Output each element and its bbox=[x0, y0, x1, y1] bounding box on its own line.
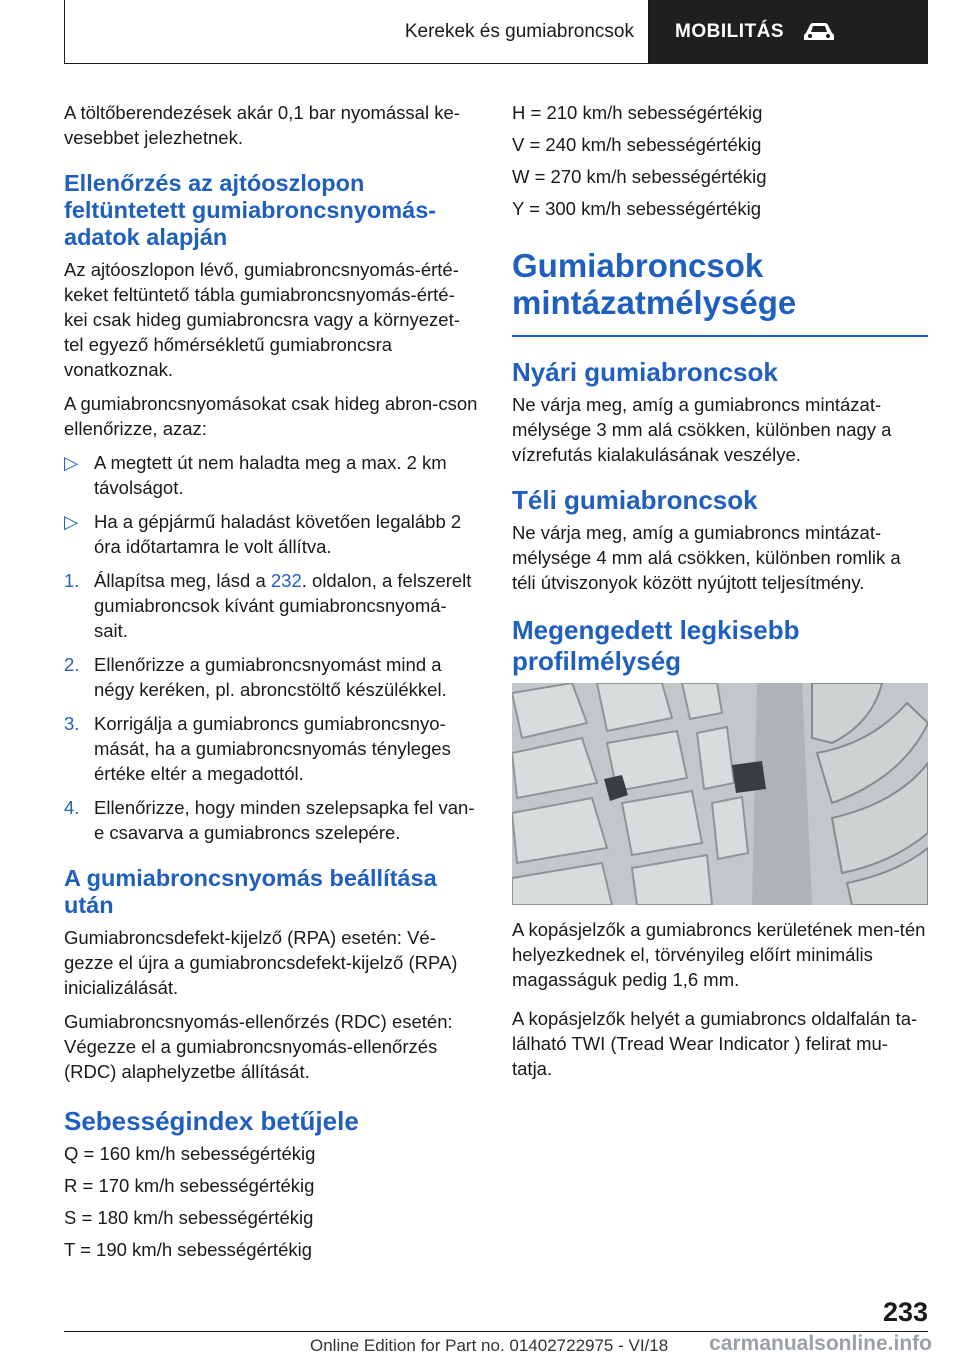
heading-rule bbox=[512, 335, 928, 337]
speed-line: Y = 300 km/h sebességértékig bbox=[512, 198, 762, 219]
section-title: Kerekek és gumiabroncsok bbox=[64, 0, 649, 64]
chapter-tab bbox=[649, 0, 928, 64]
intro-paragraph: A töltőberendezések akár 0,1 bar nyomással ke-vesebbet jelezhetnek. bbox=[64, 102, 460, 148]
step-item: 4. Ellenőrizze, hogy minden szelepsapka fel van-e csavarva a gumiabroncs szelepére. bbox=[64, 797, 475, 843]
rdc-paragraph: Gumiabroncsnyomás-ellenőrzés (RDC) esetén: Végezze el a gumiabroncsnyomás-ellenőrzés (RDC) alaphelyzetbe állítását. bbox=[64, 1011, 453, 1082]
door-heading: Ellenőrzés az ajtóoszlopon feltüntetett gumiabroncsnyomás-adatok alapján bbox=[64, 170, 437, 250]
wear-paragraph-1: A kopásjelzők a gumiabroncs kerületének men-tén helyezkednek el, törvényileg előírt minimális magasságuk pedig 1,6 mm. bbox=[512, 919, 926, 990]
step-item: 1. Állapítsa meg, lásd a 232. oldalon, a felszerelt gumiabroncsok kívánt gumiabroncsnyomá-sait. bbox=[64, 570, 472, 641]
min-depth-heading: Megengedett legkisebb profilmélység bbox=[512, 615, 800, 676]
list-item: ▷ A megtett út nem haladta meg a max. 2 km távolságot. bbox=[64, 452, 447, 498]
speed-line: W = 270 km/h sebességértékig bbox=[512, 166, 767, 187]
chapter-title: MOBILITÁS bbox=[675, 21, 784, 42]
bullet-marker: ▷ bbox=[64, 452, 79, 473]
step-number: 2. bbox=[64, 654, 80, 675]
page-link[interactable]: 232 bbox=[270, 570, 302, 591]
page-number: 233 bbox=[882, 1297, 928, 1327]
tire-tread-image bbox=[512, 683, 928, 905]
winter-paragraph: Ne várja meg, amíg a gumiabroncs mintázat-mélysége 4 mm alá csökken, különben romlik a téli útviszonyok között nyújtott teljesítmény. bbox=[512, 522, 901, 593]
speed-heading: Sebességindex betűjele bbox=[64, 1106, 359, 1136]
list-item: ▷ Ha a gépjármű haladást követően legalább 2 óra időtartamra le volt állítva. bbox=[64, 511, 462, 557]
speed-line: T = 190 km/h sebességértékig bbox=[64, 1239, 313, 1260]
step-number: 4. bbox=[64, 797, 80, 818]
right-column bbox=[512, 100, 928, 1090]
bullet-marker: ▷ bbox=[64, 511, 79, 532]
door-paragraph: Az ajtóoszlopon lévő, gumiabroncsnyomás-érté-keket feltüntető tábla gumiabroncsnyomás-érté-kei csak hideg gumiabroncsra vagy a környezet-tel egyező hőmérsékletű gumiabroncsra vonatkoznak. bbox=[64, 259, 460, 380]
page-header bbox=[64, 0, 928, 64]
step-number: 3. bbox=[64, 713, 80, 734]
car-icon bbox=[802, 21, 836, 43]
step-number: 1. bbox=[64, 570, 80, 591]
summer-heading: Nyári gumiabroncsok bbox=[512, 357, 778, 387]
speed-line: H = 210 km/h sebességértékig bbox=[512, 102, 763, 123]
left-column bbox=[64, 100, 478, 1269]
summer-paragraph: Ne várja meg, amíg a gumiabroncs mintázat-mélysége 3 mm alá csökken, különben nagy a vízrefutás kialakulásának veszélye. bbox=[512, 394, 892, 465]
rpa-paragraph: Gumiabroncsdefekt-kijelző (RPA) esetén: Vé-gezze el újra a gumiabroncsdefekt-kijelző (RPA) inicializálását. bbox=[64, 927, 458, 998]
edition-text: Online Edition for Part no. 01402722975 - VI/18 bbox=[310, 1336, 669, 1355]
after-heading: A gumiabroncsnyomás beállítása után bbox=[64, 865, 437, 918]
watermark: carmanualsonline.info bbox=[709, 1332, 932, 1355]
step-item: 3. Korrigálja a gumiabroncs gumiabroncsnyo-mását, ha a gumiabroncsnyomás tényleges értéke eltér a megadottól. bbox=[64, 713, 451, 784]
wear-paragraph-2: A kopásjelzők helyét a gumiabroncs oldalfalán ta-lálható TWI (Tread Wear Indicator ) felirat mu-tatja. bbox=[512, 1008, 918, 1079]
tread-heading: Gumiabroncsok mintázatmélysége bbox=[512, 247, 797, 321]
speed-line: R = 170 km/h sebességértékig bbox=[64, 1175, 315, 1196]
step-item: 2. Ellenőrizze a gumiabroncsnyomást mind a négy keréken, pl. abroncstöltő készülékkel. bbox=[64, 654, 447, 700]
cold-paragraph: A gumiabroncsnyomásokat csak hideg abron-cson ellenőrizze, azaz: bbox=[64, 393, 478, 439]
winter-heading: Téli gumiabroncsok bbox=[512, 485, 758, 515]
speed-line: V = 240 km/h sebességértékig bbox=[512, 134, 762, 155]
speed-line: S = 180 km/h sebességértékig bbox=[64, 1207, 314, 1228]
speed-line: Q = 160 km/h sebességértékig bbox=[64, 1143, 316, 1164]
